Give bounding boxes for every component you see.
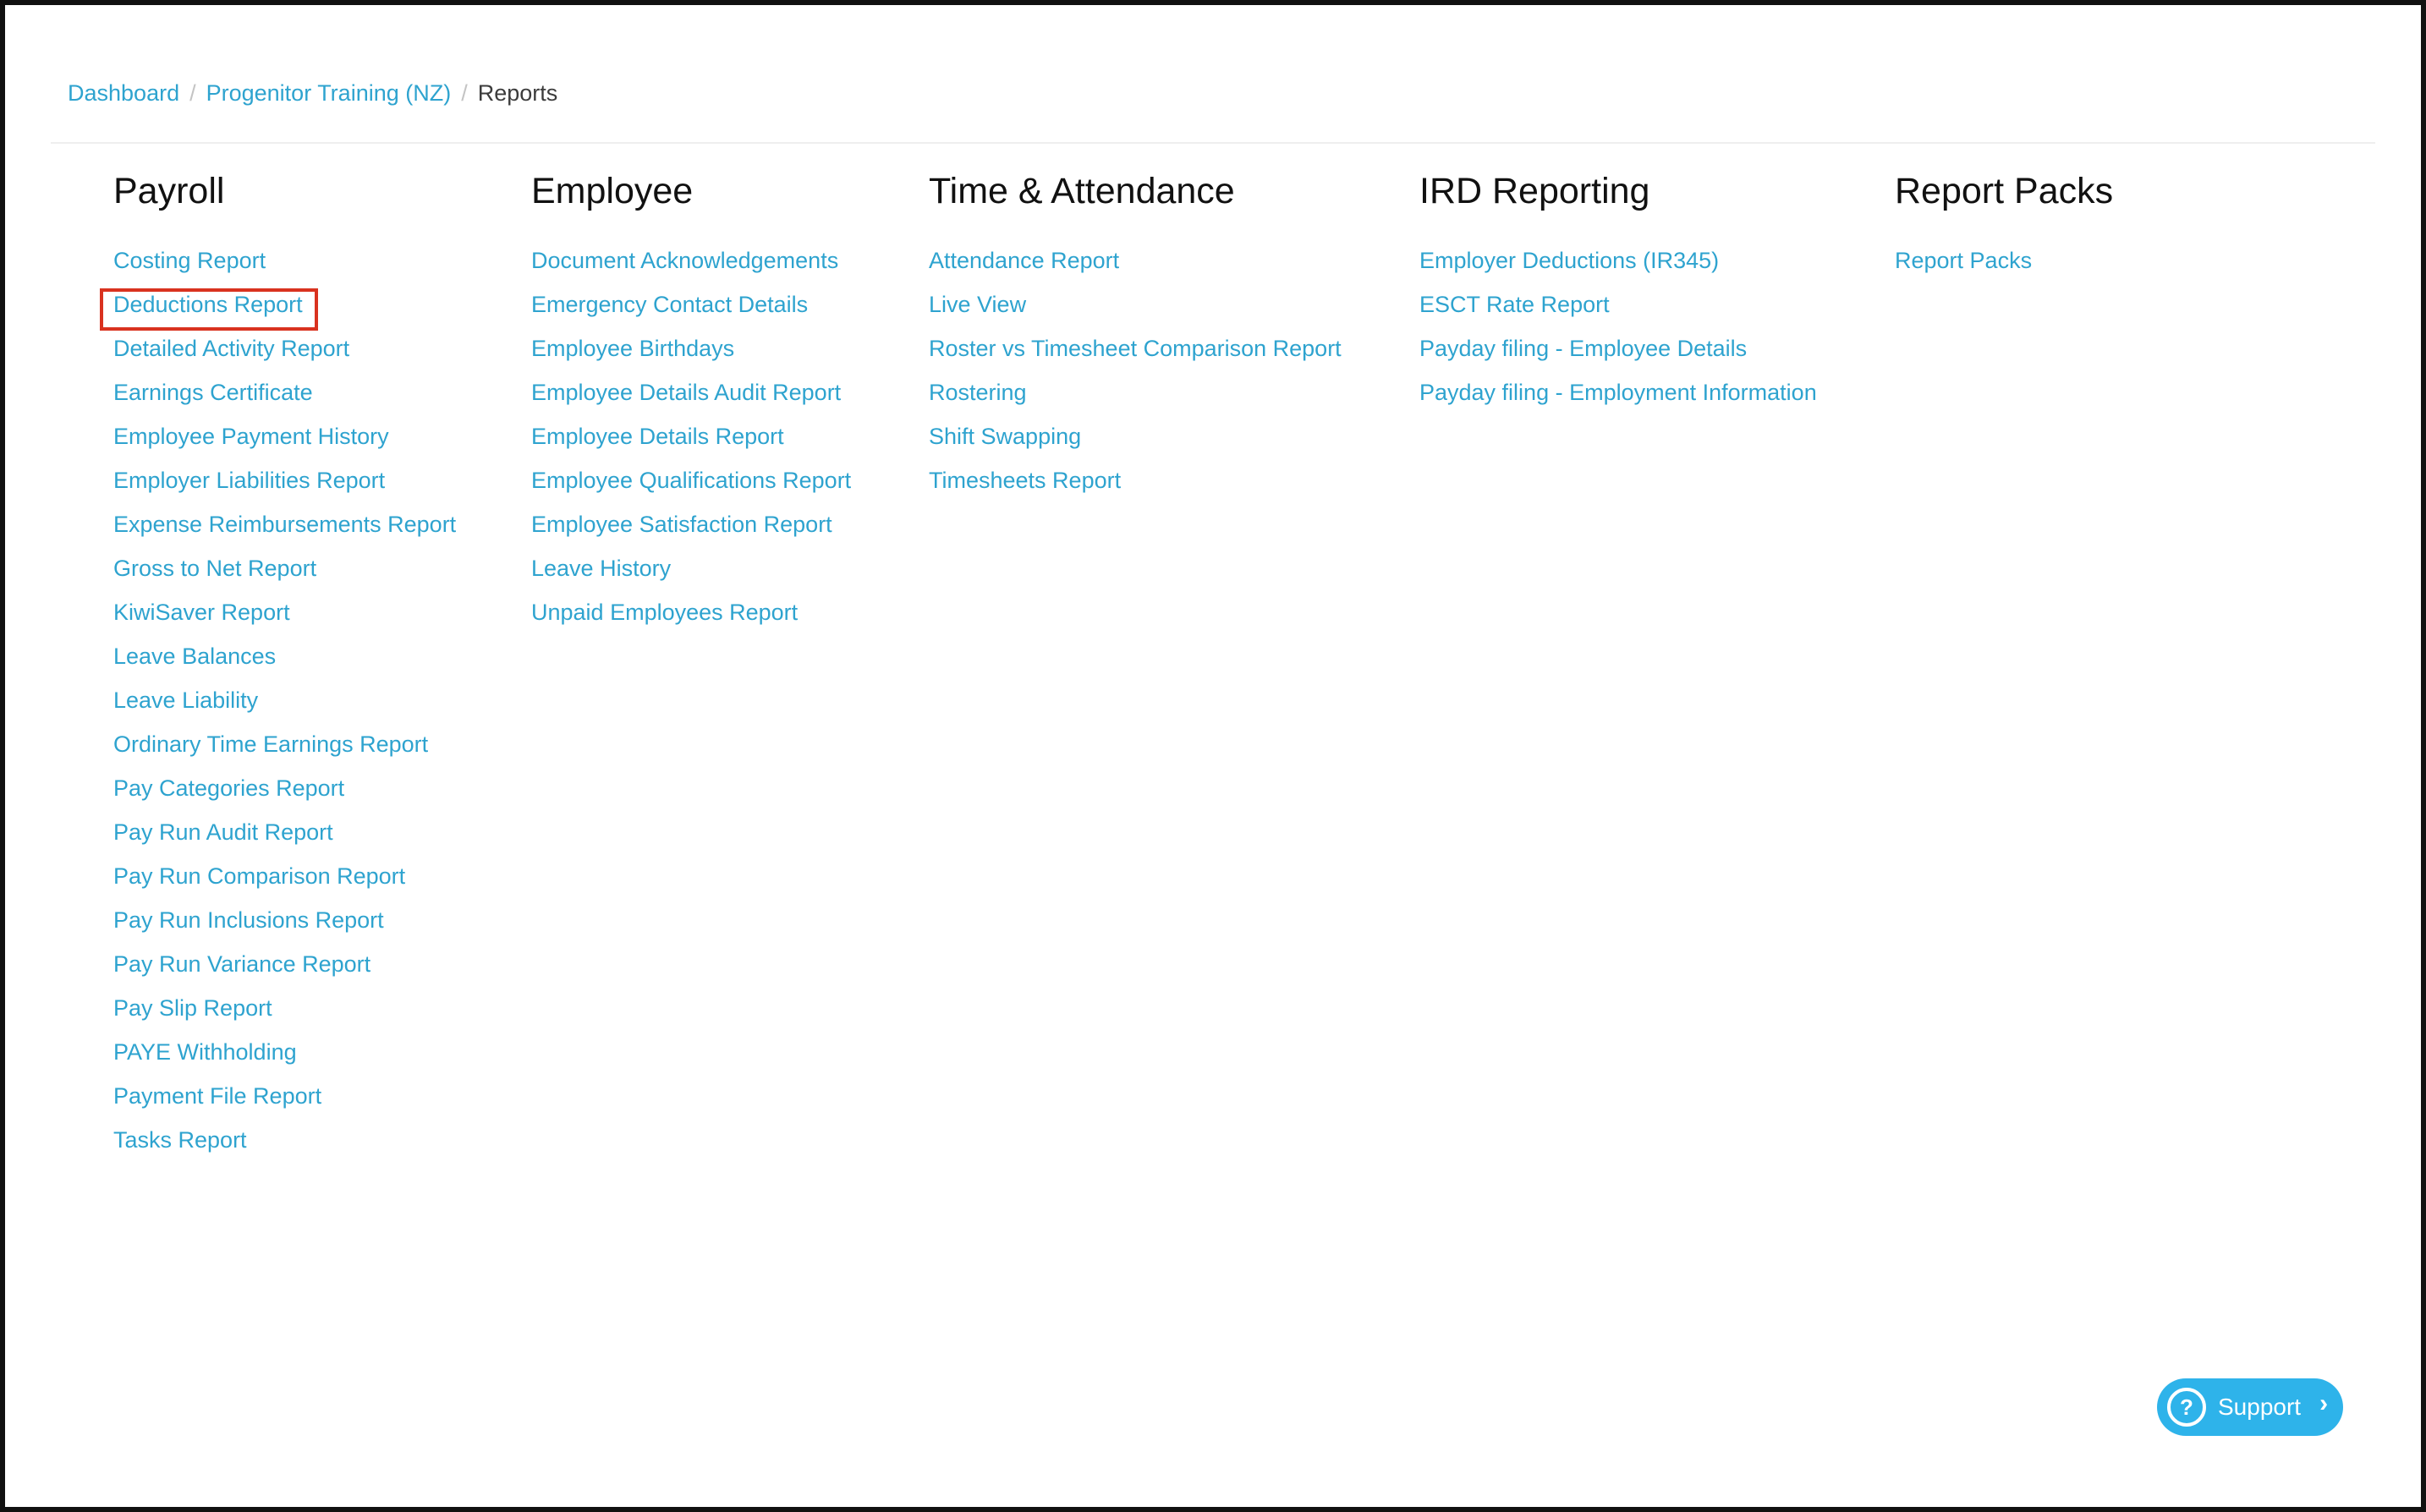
breadcrumb-separator: /: [189, 79, 196, 106]
column-title-time-attendance: Time & Attendance: [929, 171, 1235, 211]
chevron-right-icon: ›: [2319, 1389, 2329, 1417]
link-employee-birthdays[interactable]: Employee Birthdays: [531, 336, 735, 361]
link-expense-reimbursements-report[interactable]: Expense Reimbursements Report: [113, 512, 457, 537]
column-title-employee: Employee: [531, 171, 694, 211]
link-timesheets-report[interactable]: Timesheets Report: [929, 468, 1122, 493]
breadcrumb-separator: /: [461, 79, 468, 106]
link-pay-categories-report[interactable]: Pay Categories Report: [113, 775, 345, 801]
employee-column: [531, 167, 851, 639]
ird-reporting-column: [1419, 167, 1817, 419]
link-tasks-report[interactable]: Tasks Report: [113, 1127, 247, 1153]
link-employee-qualifications-report[interactable]: Employee Qualifications Report: [531, 468, 852, 493]
report-packs-column: [1895, 167, 2113, 288]
link-leave-liability[interactable]: Leave Liability: [113, 688, 259, 713]
link-unpaid-employees-report[interactable]: Unpaid Employees Report: [531, 600, 799, 625]
header-divider: [51, 142, 2375, 144]
link-pay-slip-report[interactable]: Pay Slip Report: [113, 995, 272, 1021]
link-earnings-certificate[interactable]: Earnings Certificate: [113, 380, 313, 405]
link-rostering[interactable]: Rostering: [929, 380, 1027, 405]
breadcrumb: [68, 74, 557, 112]
link-employer-deductions-ir345[interactable]: Employer Deductions (IR345): [1419, 248, 1720, 273]
link-ordinary-time-earnings-report[interactable]: Ordinary Time Earnings Report: [113, 731, 429, 757]
link-deductions-report[interactable]: Deductions Report: [113, 292, 303, 317]
link-live-view[interactable]: Live View: [929, 292, 1027, 317]
breadcrumb-current: Reports: [477, 79, 558, 106]
column-title-ird-reporting: IRD Reporting: [1419, 171, 1650, 211]
support-label: Support: [2218, 1394, 2302, 1420]
link-kiwisaver-report[interactable]: KiwiSaver Report: [113, 600, 290, 625]
link-pay-run-comparison-report[interactable]: Pay Run Comparison Report: [113, 863, 406, 889]
question-circle-icon: ?: [2167, 1388, 2206, 1427]
link-employee-details-audit-report[interactable]: Employee Details Audit Report: [531, 380, 842, 405]
payroll-links: [113, 244, 456, 1167]
link-pay-run-variance-report[interactable]: Pay Run Variance Report: [113, 951, 371, 977]
report-packs-links: [1895, 244, 2113, 288]
link-paye-withholding[interactable]: PAYE Withholding: [113, 1039, 297, 1065]
link-roster-vs-timesheet-comparison-report[interactable]: Roster vs Timesheet Comparison Report: [929, 336, 1342, 361]
link-employee-satisfaction-report[interactable]: Employee Satisfaction Report: [531, 512, 832, 537]
breadcrumb-dashboard[interactable]: Dashboard: [68, 79, 180, 106]
link-gross-to-net-report[interactable]: Gross to Net Report: [113, 556, 317, 581]
time-attendance-links: [929, 244, 1342, 507]
link-pay-run-audit-report[interactable]: Pay Run Audit Report: [113, 819, 333, 845]
column-title-payroll: Payroll: [113, 171, 225, 211]
link-emergency-contact-details[interactable]: Emergency Contact Details: [531, 292, 809, 317]
link-esct-rate-report[interactable]: ESCT Rate Report: [1419, 292, 1610, 317]
link-shift-swapping[interactable]: Shift Swapping: [929, 424, 1082, 449]
link-employee-payment-history[interactable]: Employee Payment History: [113, 424, 389, 449]
link-leave-history[interactable]: Leave History: [531, 556, 672, 581]
breadcrumb-progenitor-training[interactable]: Progenitor Training (NZ): [206, 79, 452, 106]
link-report-packs[interactable]: Report Packs: [1895, 248, 2033, 273]
link-employer-liabilities-report[interactable]: Employer Liabilities Report: [113, 468, 386, 493]
link-detailed-activity-report[interactable]: Detailed Activity Report: [113, 336, 350, 361]
link-payment-file-report[interactable]: Payment File Report: [113, 1083, 322, 1109]
time-attendance-column: [929, 167, 1342, 507]
link-costing-report[interactable]: Costing Report: [113, 248, 266, 273]
employee-links: [531, 244, 851, 639]
link-attendance-report[interactable]: Attendance Report: [929, 248, 1120, 273]
payroll-column: [113, 167, 456, 1167]
support-button[interactable]: [2157, 1378, 2343, 1436]
link-payday-filing-employee-details[interactable]: Payday filing - Employee Details: [1419, 336, 1748, 361]
column-title-report-packs: Report Packs: [1895, 171, 2114, 211]
link-employee-details-report[interactable]: Employee Details Report: [531, 424, 784, 449]
link-pay-run-inclusions-report[interactable]: Pay Run Inclusions Report: [113, 907, 384, 933]
link-payday-filing-employment-information[interactable]: Payday filing - Employment Information: [1419, 380, 1817, 405]
link-document-acknowledgements[interactable]: Document Acknowledgements: [531, 248, 839, 273]
ird-reporting-links: [1419, 244, 1817, 419]
link-leave-balances[interactable]: Leave Balances: [113, 644, 277, 669]
